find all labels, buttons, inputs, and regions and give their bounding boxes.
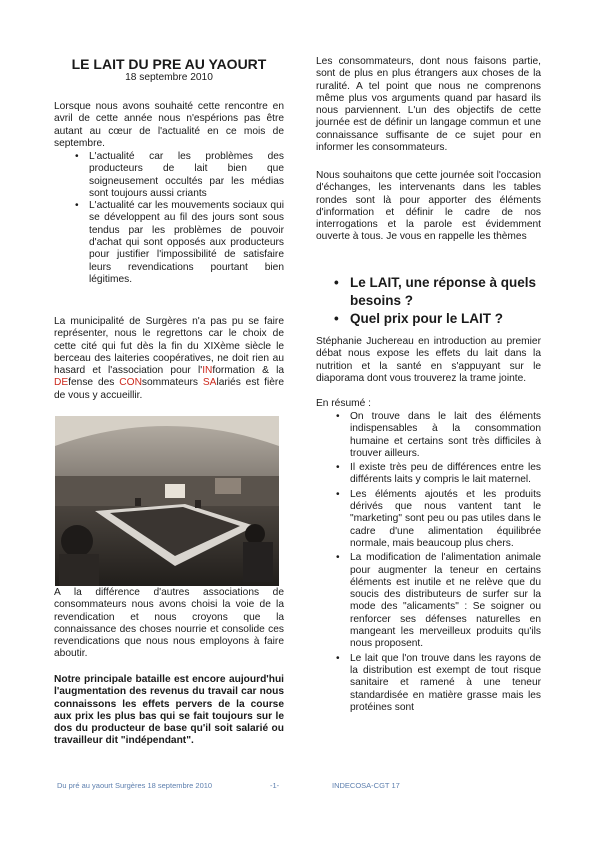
footer-page-number: -1- [270,781,280,790]
meeting-photo [55,416,279,586]
actuality-list [89,151,284,286]
list-item: • On trouve dans le lait des éléments indispensables à la consommation humaine et certains sont très difficiles à trouver ailleurs. [350,411,541,460]
theme-item: • Quel prix pour le LAIT ? [350,310,541,328]
summary-list [350,411,541,714]
main-battle-paragraph: Notre principale bataille est encore aujourd'hui l'augmentation des revenus du travail car nous connaissons les effets pervers de la course aux prix les plus bas qui se fait toujours sur le dos du producteur de base qu'il soit salarié ou travailleur dit "indépendant". [54,674,284,747]
difference-paragraph: A la différence d'autres associations de consommateurs nous avons choisi la voie de la revendication et nous croyons que la connaissance des choses nourrie et consolide ces revendications que nous nous employons à faire aboutir. [54,587,284,660]
consumers-paragraph: Les consommateurs, dont nous faisons partie, sont de plus en plus étrangers aux choses de la ruralité. A tel point que nous ne comprenons même plus vos arguments quand par hasard ils nous parviennent. L'un des objectifs de cette journée est de définir un langage commun et une connaissance suffisante de ce sujet pour en informer les consommateurs. [316,56,541,154]
summary-label: En résumé : [316,398,371,409]
stephanie-paragraph: Stéphanie Juchereau en introduction au premier débat nous expose les effets du lait dans la nutrition et la santé en s'appuyant sur le diaporama dont vous trouverez la trame jointe. [316,336,541,384]
list-item: • L'actualité car les problèmes des producteurs de lait bien que soigneusement occultés par les médias sont toujours aussi criants [89,151,284,200]
municipality-paragraph: La municipalité de Surgères n'a pas pu se faire représenter, nous le regrettons car le choix de cette cité qui fut dès la fin du XIXème siècle le berceau des laiteries coopératives, ne doit rien au hasard et l'association pour l'INformation & la DEfense des CONsommateurs SAlariés est fière de vous y accueillir. [54,316,284,401]
theme-item: • Le LAIT, une réponse à quels besoins ? [350,274,541,310]
list-item: • Le lait que l'on trouve dans les rayons de la distribution est exempt de tout risque sanitaire et ramené à une teneur standardisée en matière grasse mais les protéines sont [350,653,541,714]
exchange-paragraph: Nous souhaitons que cette journée soit l'occasion d'échanges, les intervenants dans les tables rondes sont là pour apporter des éléments d'information et définir le cadre de nos interrogations et la parole est évidemment ouverte à tous. Je vous en rappelle les thèmes [316,170,541,243]
footer-right: INDECOSA-CGT 17 [332,781,400,790]
list-item: • Il existe très peu de différences entre les différents laits y compris le lait maternel. [350,462,541,487]
list-item: • Les éléments ajoutés et les produits dérivés que nous vantent tant le "marketing" sont peu ou pas utiles dans le cadre d'une alimentation équilibrée normale, mais beaucoup plus chers. [350,489,541,550]
document-date: 18 septembre 2010 [125,72,213,83]
themes-list [350,274,541,328]
footer-left: Du pré au yaourt Surgères 18 septembre 2010 [57,781,213,790]
list-item: • L'actualité car les mouvements sociaux qui se développent au fil des jours sont sous tendus par les problèmes de pouvoir d'achat qui sont opposés aux producteurs pour justifier l'impossibilité de satisfaire leurs revendications pourtant bien légitimes. [89,200,284,286]
meeting-room-image [55,416,279,586]
document-title: LE LAIT DU PRE AU YAOURT [71,56,267,72]
list-item: • La modification de l'alimentation animale pour augmenter la teneur en certains éléments est inutile et ne relève que du soucis des distributeurs de surfer sur la mode des "alicaments" : Se soigner ou renforcer ses défenses naturelles en mangeant les merveilleux produits qu'ils nous proposent. [350,552,541,650]
intro-paragraph: Lorsque nous avons souhaité cette rencontre en avril de cette année nous n'espérions pas être autant au cœur de l'actualité en ce mois de septembre. [54,101,284,149]
